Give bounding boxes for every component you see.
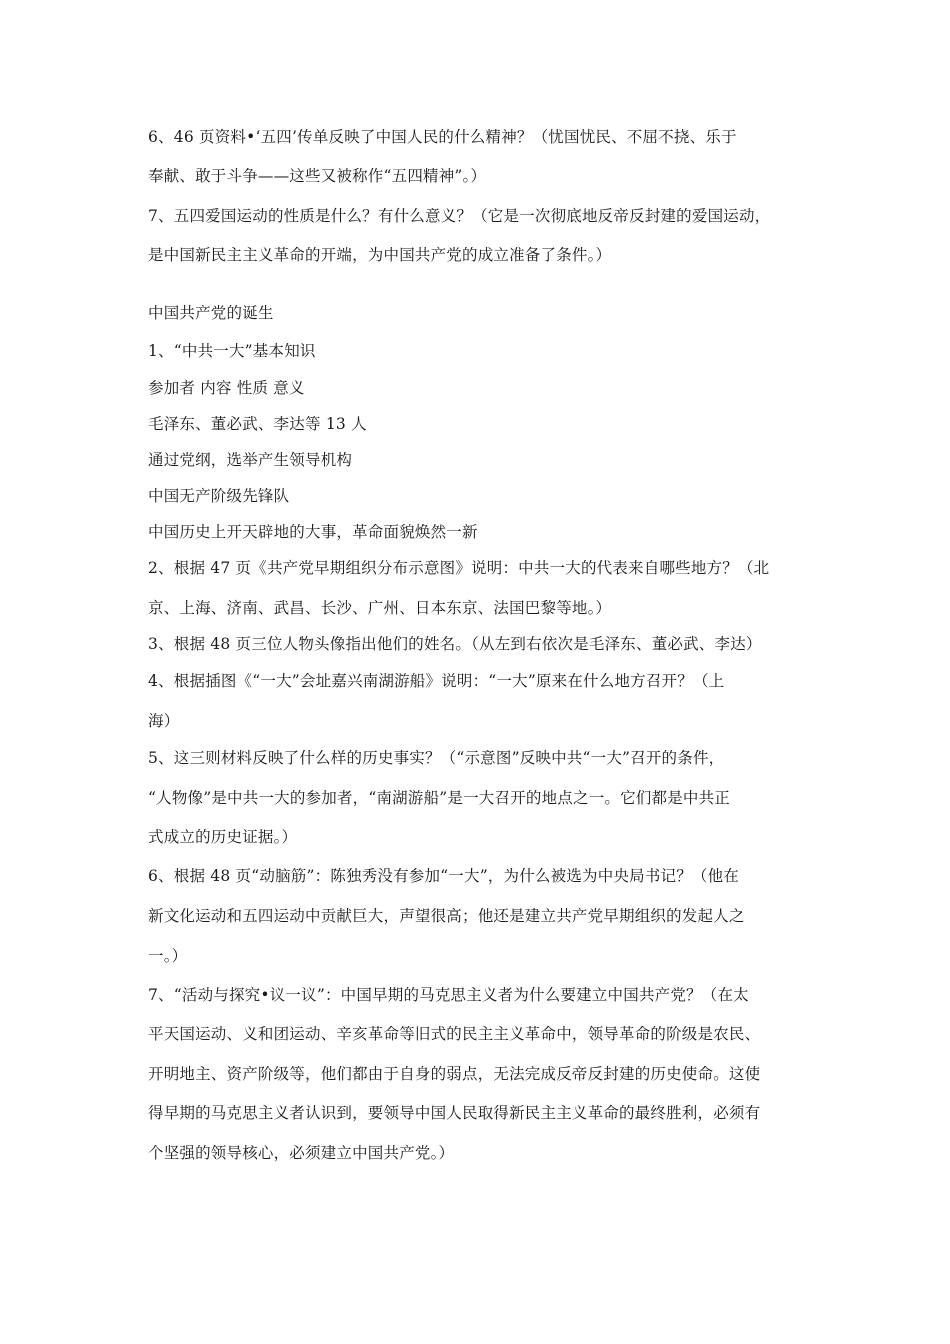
text-line: 7、“活动与探究•议一议”：中国早期的马克思主义者为什么要建立中国共产党？（在太: [148, 986, 749, 1004]
text-line: 是中国新民主主义革命的开端，为中国共产党的成立准备了条件。）: [148, 246, 612, 264]
text-line: 6、根据 48 页“动脑筋”：陈独秀没有参加“一大”，为什么被选为中央局书记？（他在: [148, 867, 740, 885]
text-line: 一。）: [148, 947, 188, 965]
text-line: 6、46 页资料•‘五四’传单反映了中国人民的什么精神？（忧国忧民、不屈不挠、乐于: [148, 128, 737, 146]
text-line: 2、根据 47 页《共产党早期组织分布示意图》说明：中共一大的代表来自哪些地方？（北: [148, 559, 770, 577]
text-line: 平天国运动、义和团运动、辛亥革命等旧式的民主主义革命中，领导革命的阶级是农民、: [148, 1025, 761, 1043]
text-line: 5、这三则材料反映了什么样的历史事实？（“示意图”反映中共“一大”召开的条件，: [148, 749, 725, 767]
text-line: 1、“中共一大”基本知识: [148, 342, 316, 360]
text-line: 毛泽东、董必武、李达等 13 人: [148, 415, 367, 433]
text-line: 奉献、敢于斗争——这些又被称作“五四精神”。）: [148, 167, 487, 185]
text-line: 得早期的马克思主义者认识到，要领导中国人民取得新民主主义革命的最终胜利，必须有: [148, 1104, 761, 1122]
text-line: 参加者 内容 性质 意义: [148, 379, 305, 397]
text-line: 开明地主、资产阶级等，他们都由于自身的弱点，无法完成反帝反封建的历史使命。这使: [148, 1065, 761, 1083]
text-line: “人物像”是中共一大的参加者，“南湖游船”是一大召开的地点之一。它们都是中共正: [148, 789, 730, 807]
text-line: 京、上海、济南、武昌、长沙、广州、日本东京、法国巴黎等地。）: [148, 599, 612, 617]
section-heading: 中国共产党的诞生: [148, 304, 274, 322]
text-line: 通过党纲，选举产生领导机构: [148, 451, 353, 469]
text-line: 4、根据插图《“一大”会址嘉兴南湖游船》说明：“一大”原来在什么地方召开？（上: [148, 672, 725, 690]
text-line: 中国无产阶级先锋队: [148, 487, 290, 505]
text-line: 新文化运动和五四运动中贡献巨大，声望很高；他还是建立共产党早期组织的发起人之: [148, 907, 745, 925]
text-line: 中国历史上开天辟地的大事，革命面貌焕然一新: [148, 523, 478, 541]
text-line: 3、根据 48 页三位人物头像指出他们的姓名。（从左到右依次是毛泽东、董必武、李达）: [148, 635, 762, 653]
text-line: 7、五四爱国运动的性质是什么？有什么意义？（它是一次彻底地反帝反封建的爱国运动，: [148, 207, 771, 225]
text-line: 式成立的历史证据。）: [148, 828, 298, 846]
text-line: 海）: [148, 712, 180, 730]
text-line: 个坚强的领导核心，必须建立中国共产党。）: [148, 1144, 455, 1162]
